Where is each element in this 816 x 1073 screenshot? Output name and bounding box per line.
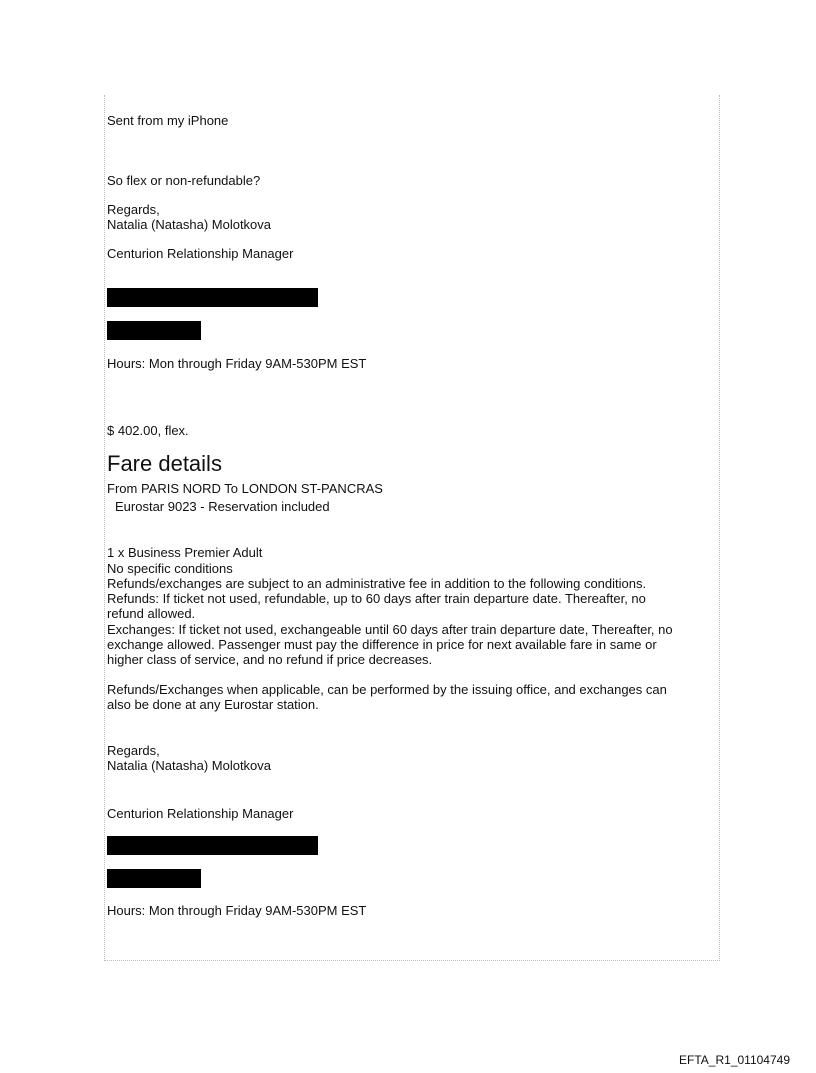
sender-name: Natalia (Natasha) Molotkova: [107, 217, 272, 232]
fare-line: exchange allowed. Passenger must pay the difference in price for next available fare in same or: [107, 637, 657, 652]
redaction: [107, 869, 201, 888]
fare-line: 1 x Business Premier Adult: [107, 545, 263, 560]
regards: Regards,: [107, 743, 160, 758]
redaction: [107, 836, 318, 855]
fare-note: Refunds/Exchanges when applicable, can be performed by the issuing office, and exchanges can: [107, 682, 667, 697]
regards: Regards,: [107, 202, 160, 217]
sender-name: Natalia (Natasha) Molotkova: [107, 758, 272, 773]
redaction: [107, 288, 318, 307]
sent-from: Sent from my iPhone: [107, 113, 229, 128]
sender-title: Centurion Relationship Manager: [107, 806, 294, 821]
fare-line: higher class of service, and no refund if price decreases.: [107, 652, 433, 667]
fare-line: Refunds: If ticket not used, refundable, up to 60 days after train departure date. Thereafter, no: [107, 591, 646, 606]
fare-route: From PARIS NORD To LONDON ST-PANCRAS: [107, 481, 383, 496]
sender-title: Centurion Relationship Manager: [107, 246, 294, 261]
fare-line: Refunds/exchanges are subject to an administrative fee in addition to the following conditions.: [107, 576, 647, 591]
price: $ 402.00, flex.: [107, 423, 189, 438]
question: So flex or non-refundable?: [107, 173, 261, 188]
fare-line: Exchanges: If ticket not used, exchangeable until 60 days after train departure date, Thereafter, no: [107, 622, 673, 637]
hours: Hours: Mon through Friday 9AM-530PM EST: [107, 903, 367, 918]
fare-line: refund allowed.: [107, 606, 196, 621]
fare-train: Eurostar 9023 - Reservation included: [115, 499, 330, 514]
fare-line: No specific conditions: [107, 561, 233, 576]
document-id: EFTA_R1_01104749: [679, 1053, 790, 1067]
redaction: [107, 321, 201, 340]
fare-note: also be done at any Eurostar station.: [107, 697, 319, 712]
hours: Hours: Mon through Friday 9AM-530PM EST: [107, 356, 367, 371]
fare-heading: Fare details: [107, 451, 222, 476]
